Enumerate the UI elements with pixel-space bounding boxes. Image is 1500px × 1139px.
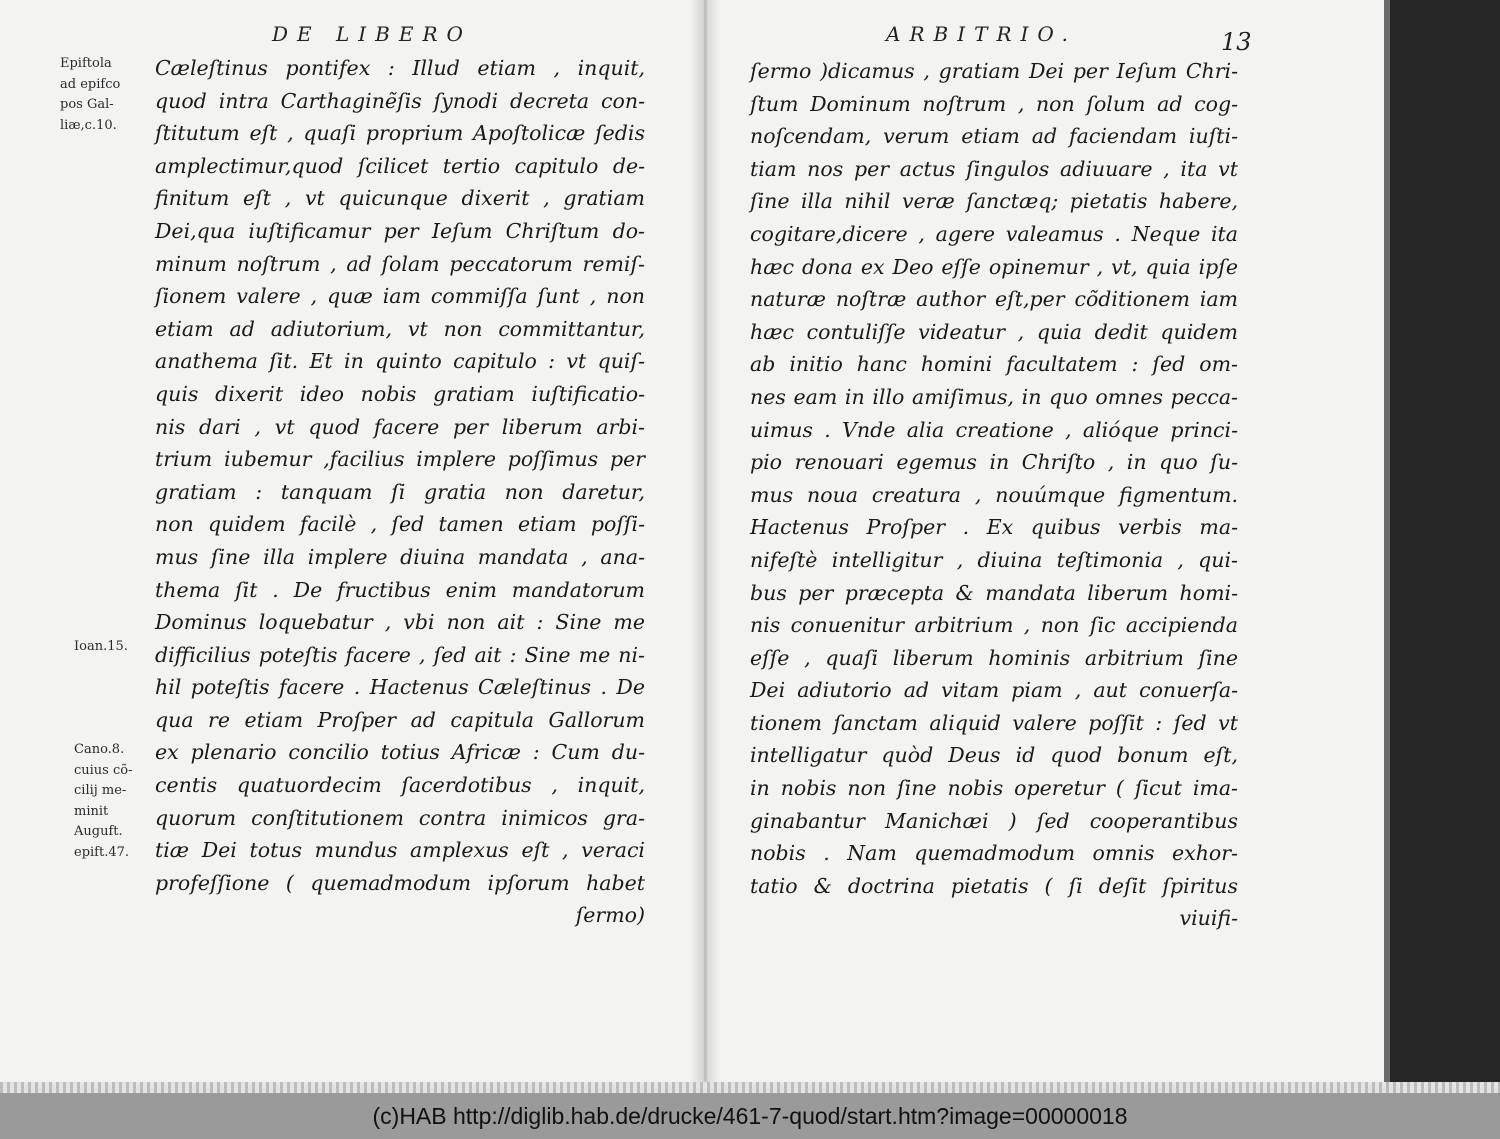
- margin-note-line: Epiftola: [60, 56, 112, 71]
- page-number: 13: [1221, 28, 1252, 56]
- text-line: Dei,qua iuſtificamur per Ieſum Chriſtum do-: [155, 218, 645, 243]
- text-line: noſcendam, verum etiam ad faciendam iuſti-: [750, 124, 1238, 149]
- text-line: amplectimur,quod ſcilicet tertio capitulo de-: [155, 153, 645, 178]
- text-line: cogitare,dicere , agere valeamus . Neque ita: [750, 221, 1238, 246]
- left-running-head: DE LIBERO: [272, 22, 472, 46]
- scan-background-edge: [1384, 0, 1500, 1093]
- text-line: ab initio hanc homini facultatem : ſed om-: [750, 352, 1238, 377]
- text-line: ſermo )dicamus , gratiam Dei per Ieſum Chri-: [750, 59, 1238, 83]
- left-page-text: [155, 52, 645, 932]
- text-line: eſſe , quaſi liberum hominis arbitrium ſine: [750, 645, 1238, 670]
- text-line: ſtum Dominum noſtrum , non ſolum ad cog-: [750, 91, 1238, 116]
- text-line: ex plenario concilio totius Africæ : Cum du-: [155, 740, 645, 765]
- text-line: quorum conſtitutionem contra inimicos gra-: [155, 805, 645, 830]
- margin-note-cano: [74, 740, 133, 863]
- text-line: difficilius poteſtis facere , ſed ait : Sine me ni-: [155, 642, 645, 667]
- text-line: uimus . Vnde alia creatione , alióque princi-: [750, 417, 1238, 442]
- text-line: nifeſtè intelligitur , diuina teſtimonia , qui-: [750, 547, 1238, 572]
- text-line: profeſſione ( quemadmodum ipſorum habet: [155, 870, 645, 895]
- page-edge-strip: [0, 1082, 1500, 1093]
- text-line: gratiam : tanquam ſi gratia non daretur,: [155, 479, 645, 504]
- margin-note-line: epift.47.: [74, 844, 130, 860]
- text-line: pio renouari egemus in Chriſto , in quo ſu-: [750, 450, 1238, 475]
- text-line: nes eam in illo amiſimus, in quo omnes pecca-: [750, 384, 1238, 409]
- text-line: ſine illa nihil veræ ſanctæq; pietatis habere,: [750, 189, 1238, 214]
- catchword: viuifi-: [1179, 906, 1238, 931]
- text-line: minum noſtrum , ad ſolam peccatorum remiſ-: [155, 251, 645, 276]
- text-line: ginabantur Manichæi ) ſed cooperantibus: [750, 808, 1238, 833]
- text-line: hil poteſtis facere . Hactenus Cæleſtinus . De: [155, 675, 645, 700]
- text-line: naturæ noſtræ author eſt,per cõditionem iam: [750, 287, 1238, 312]
- margin-note-line: Auguft.: [74, 824, 123, 839]
- text-line: nis conuenitur arbitrium , non ſic accipienda: [750, 613, 1238, 638]
- text-line: quod intra Carthaginẽſis ſynodi decreta con-: [155, 88, 645, 113]
- margin-note-line: liæ,c.10.: [60, 117, 117, 133]
- text-line: in nobis non ſine nobis operetur ( ſicut ima-: [750, 776, 1238, 801]
- margin-note-line: pos Gal-: [60, 97, 114, 112]
- margin-note-line: Cano.8.: [74, 742, 125, 757]
- margin-note-line: ad epifco: [60, 76, 121, 92]
- text-line: bus per præcepta & mandata liberum homi-: [750, 580, 1238, 605]
- text-line: nis dari , vt quod facere per liberum arbi-: [155, 414, 645, 439]
- copyright-footer: (c)HAB http://diglib.hab.de/drucke/461-7-quod/start.htm?image=00000018: [0, 1093, 1500, 1131]
- margin-note-line: minit: [74, 803, 109, 819]
- margin-note-ioan: [74, 637, 128, 658]
- text-line: finitum eſt , vt quicunque dixerit , gratiam: [155, 186, 645, 211]
- text-line: mus noua creatura , nouúmque figmentum.: [750, 482, 1238, 507]
- margin-note-line: cilij me-: [74, 783, 127, 798]
- text-line: Cæleſtinus pontifex : Illud etiam , inquit,: [155, 56, 645, 80]
- text-line: qua re etiam Proſper ad capitula Gallorum: [155, 707, 645, 732]
- right-running-head: ARBITRIO.: [886, 22, 1077, 46]
- text-line: etiam ad adiutorium, vt non committantur,: [155, 316, 645, 341]
- text-line: thema ſit . De fructibus enim mandatorum: [155, 577, 645, 602]
- text-line: Hactenus Proſper . Ex quibus verbis ma-: [750, 515, 1238, 540]
- catchword: ſermo): [575, 903, 645, 928]
- text-line: hæc contuliſſe videatur , quia dedit quidem: [750, 319, 1238, 344]
- text-line: quis dixerit ideo nobis gratiam iuſtificatio-: [155, 381, 645, 406]
- text-line: ſionem valere , quæ iam commiſſa ſunt , non: [155, 284, 645, 309]
- text-line: tiæ Dei totus mundus amplexus eſt , veraci: [155, 838, 645, 863]
- text-line: ſtitutum eſt , quaſi proprium Apoſtolicæ ſedis: [155, 121, 645, 146]
- right-page-text: [750, 55, 1238, 935]
- text-line: tatio & doctrina pietatis ( ſi deſit ſpiritus: [750, 873, 1238, 898]
- text-line: centis quatuordecim ſacerdotibus , inquit,: [155, 773, 645, 798]
- text-line: tionem ſanctam aliquid valere poſſit : ſed vt: [750, 710, 1238, 735]
- text-line: trium iubemur ,facilius implere poſſimus per: [155, 447, 645, 472]
- margin-note-line: cuius cõ-: [74, 762, 133, 778]
- text-line: tiam nos per actus ſingulos adiuuare , ita vt: [750, 156, 1238, 181]
- text-line: Dominus loquebatur , vbi non ait : Sine me: [155, 610, 645, 635]
- text-line: hæc dona ex Deo eſſe opinemur , vt, quia ipſe: [750, 254, 1238, 279]
- text-line: anathema ſit. Et in quinto capitulo : vt quiſ-: [155, 349, 645, 374]
- text-line: mus ſine illa implere diuina mandata , ana-: [155, 544, 645, 569]
- text-line: non quidem facilè , ſed tamen etiam poſſi-: [155, 512, 645, 537]
- margin-note-epistola: [60, 54, 120, 136]
- text-line: nobis . Nam quemadmodum omnis exhor-: [750, 841, 1238, 866]
- text-line: Dei adiutorio ad vitam piam , aut conuerſa-: [750, 678, 1238, 703]
- margin-note-line: Ioan.15.: [74, 639, 128, 654]
- book-gutter: [690, 0, 720, 1090]
- text-line: intelligatur quòd Deus id quod bonum eſt,: [750, 743, 1238, 768]
